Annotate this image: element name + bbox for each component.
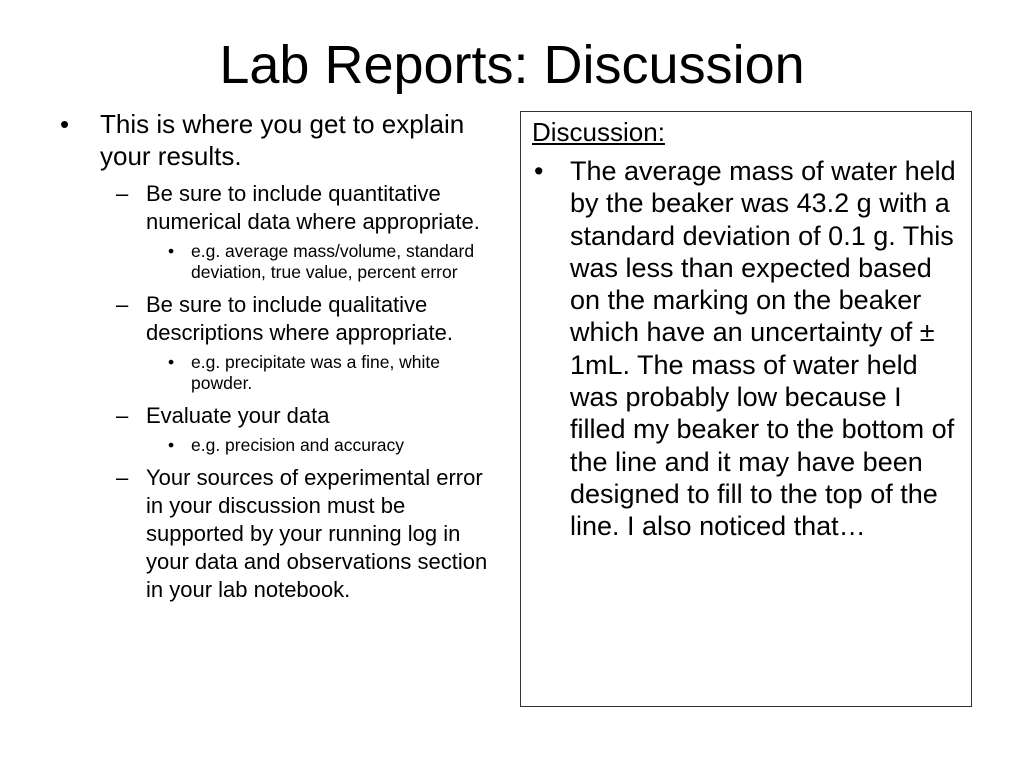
bullet-icon: • (168, 435, 175, 455)
example-evaluate (56, 435, 496, 456)
example-text: e.g. average mass/volume, standard deviation, true value, percent error (191, 241, 475, 282)
sub-bullet-quantitative-data (56, 180, 496, 236)
slide-title: Lab Reports: Discussion (219, 35, 805, 95)
discussion-paragraph: The average mass of water held by the beaker was 43.2 g with a standard deviation of 0.1 g. This was less than expected based on the marking on the beaker which have an uncertainty of ± 1mL. The mass of water held was probably low because I filled my beaker to the bottom of the line and it may have been designed to fill to the top of the line. I also noticed that… (570, 156, 956, 542)
example-qualitative (56, 352, 496, 394)
bullet-icon: • (168, 352, 175, 372)
sub-bullet-evaluate-data (56, 402, 496, 430)
dash-icon: – (116, 465, 129, 490)
sub-bullet-error-sources (56, 464, 496, 604)
bullet-explain-results (56, 108, 496, 172)
bullet-icon: • (534, 156, 544, 186)
dash-icon: – (116, 292, 129, 317)
sub-bullet-text: Your sources of experimental error in your discussion must be supported by your running log in your data and observations section in your lab notebook. (146, 465, 488, 602)
dash-icon: – (116, 403, 129, 428)
discussion-heading: Discussion: (532, 117, 665, 147)
sub-bullet-text: Be sure to include qualitative descriptions where appropriate. (146, 292, 453, 345)
sub-bullet-qualitative-descriptions (56, 291, 496, 347)
sub-bullet-text: Be sure to include quantitative numerical data where appropriate. (146, 181, 480, 234)
discussion-example-box (520, 111, 972, 707)
example-quantitative (56, 241, 496, 283)
instructions-list (56, 108, 496, 609)
example-text: e.g. precision and accuracy (191, 435, 405, 455)
discussion-example-item (531, 155, 961, 543)
example-text: e.g. precipitate was a fine, white powder. (191, 352, 441, 393)
bullet-icon: • (60, 109, 70, 139)
sub-bullet-text: Evaluate your data (146, 403, 330, 428)
bullet-text: This is where you get to explain your results. (100, 109, 465, 171)
bullet-icon: • (168, 241, 175, 261)
dash-icon: – (116, 181, 129, 206)
